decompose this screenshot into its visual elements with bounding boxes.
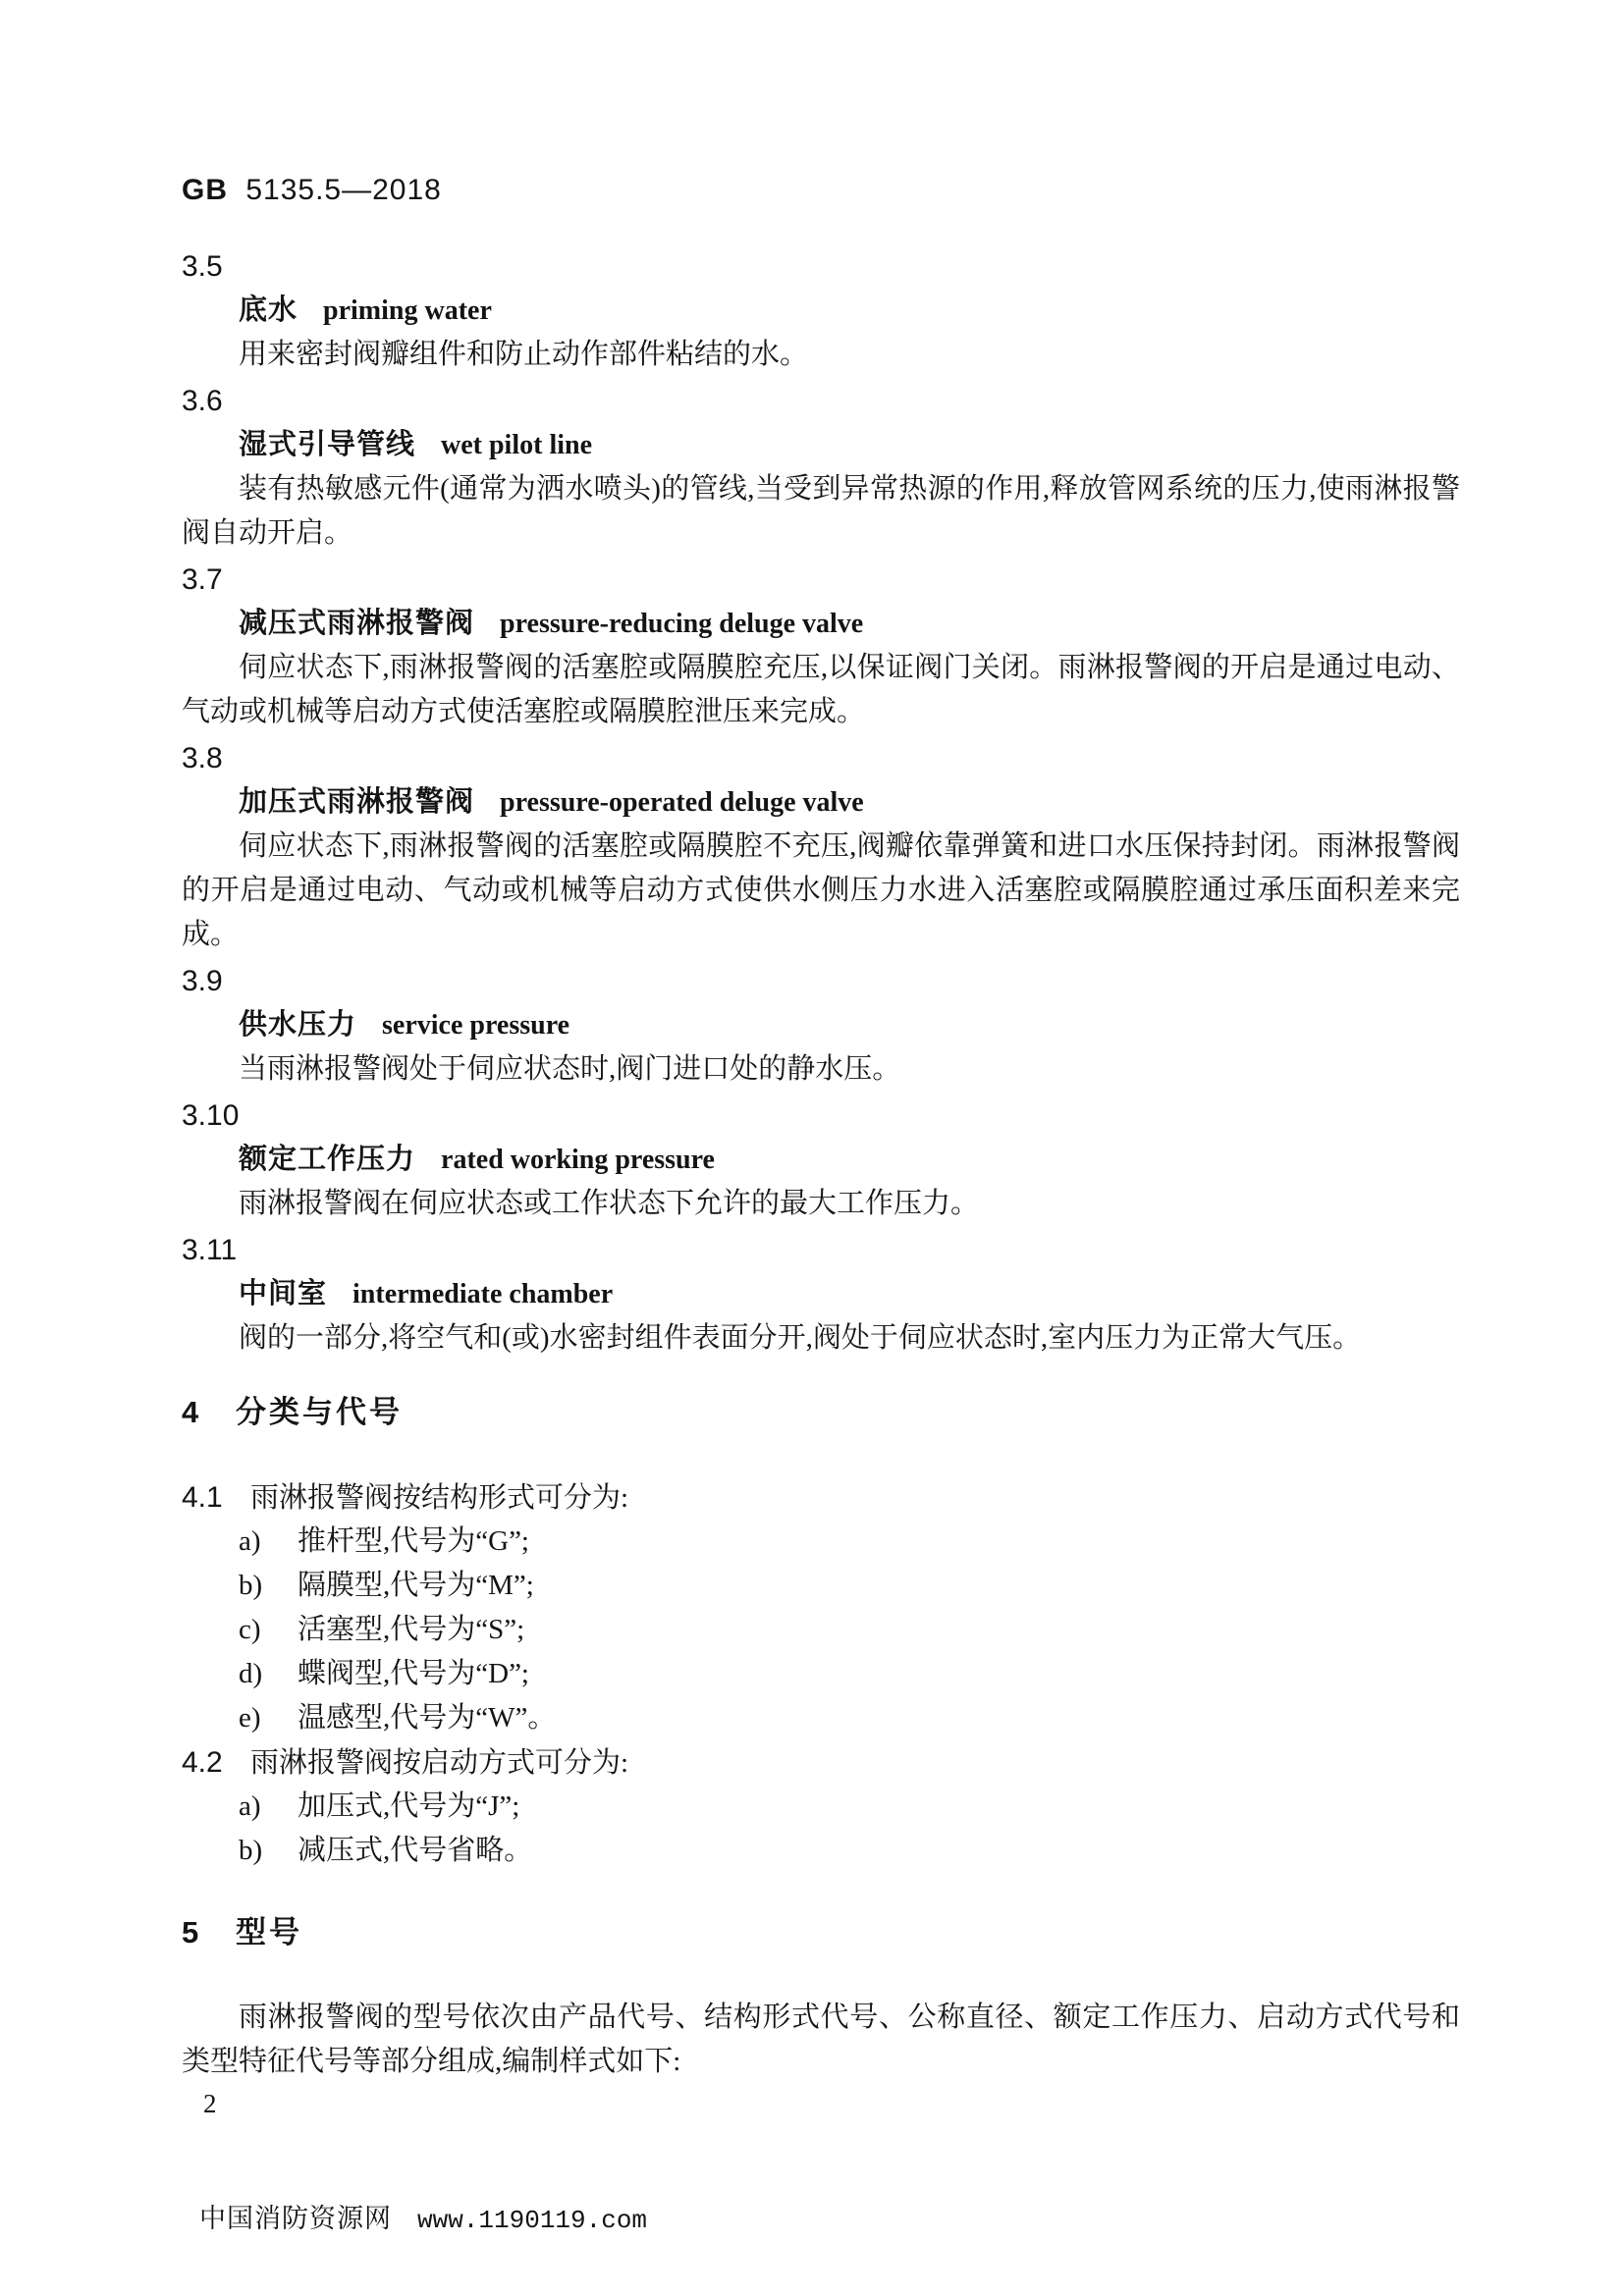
- section-title: 型号: [236, 1915, 302, 1949]
- list-item-text: 蝶阀型,代号为“D”;: [298, 1658, 529, 1689]
- watermark-site-name: 中国消防资源网: [199, 2204, 392, 2233]
- list-item-label: c): [239, 1614, 261, 1645]
- term-title: [182, 1272, 1460, 1316]
- list-item-text: 推杆型,代号为“G”;: [298, 1525, 529, 1557]
- clause-number: 4.1: [182, 1481, 223, 1514]
- term-title-en: priming water: [323, 295, 492, 326]
- term-title-zh: 供水压力: [239, 1009, 357, 1041]
- term-number: 3.8: [182, 742, 223, 774]
- term-title-zh: 底水: [239, 294, 298, 326]
- section-heading-4: [182, 1390, 1460, 1434]
- list-item: [182, 1785, 1460, 1829]
- clause-4-1: [182, 1475, 1460, 1520]
- watermark-site-url: www.1190119.com: [417, 2206, 648, 2235]
- term-title-en: wet pilot line: [441, 430, 593, 460]
- term-title: [182, 780, 1460, 825]
- standard-code-number: 5135.5—2018: [245, 174, 442, 206]
- term-title: [182, 1138, 1460, 1182]
- list-item-text: 隔膜型,代号为“M”;: [298, 1570, 534, 1601]
- list-item-text: 加压式,代号为“J”;: [298, 1790, 520, 1822]
- term-number: 3.6: [182, 385, 223, 417]
- term-definition: 装有热敏感元件(通常为洒水喷头)的管线,当受到异常热源的作用,释放管网系统的压力,使雨淋报警阀自动开启。: [182, 473, 1460, 549]
- section-number: 5: [182, 1915, 199, 1949]
- term-title: [182, 602, 1460, 646]
- term-definition: 当雨淋报警阀处于伺应状态时,阀门进口处的静水压。: [239, 1053, 901, 1085]
- standard-code-prefix: GB: [182, 174, 228, 206]
- term-number: 3.5: [182, 250, 223, 283]
- list-item-label: e): [239, 1702, 261, 1734]
- term-title: [182, 1003, 1460, 1047]
- section-title: 分类与代号: [236, 1395, 403, 1429]
- section-heading-5: [182, 1910, 1460, 1954]
- term-number: 3.7: [182, 563, 223, 596]
- list-item: [182, 1520, 1460, 1564]
- term-title-zh: 加压式雨淋报警阀: [239, 786, 475, 818]
- term-definition: 阀的一部分,将空气和(或)水密封组件表面分开,阀处于伺应状态时,室内压力为正常大气压。: [239, 1322, 1362, 1354]
- section5-paragraph: 雨淋报警阀的型号依次由产品代号、结构形式代号、公称直径、额定工作压力、启动方式代号和类型特征代号等部分组成,编制样式如下:: [182, 2002, 1460, 2077]
- clause-number: 4.2: [182, 1746, 223, 1779]
- term-number: 3.9: [182, 965, 223, 997]
- section-number: 4: [182, 1395, 199, 1429]
- clause-text: 雨淋报警阀按启动方式可分为:: [250, 1747, 629, 1779]
- list-item-text: 减压式,代号省略。: [298, 1835, 533, 1866]
- term-title: [182, 289, 1460, 333]
- list-item-label: a): [239, 1790, 261, 1822]
- list-item-label: b): [239, 1835, 263, 1866]
- term-title: [182, 423, 1460, 467]
- term-definition: 雨淋报警阀在伺应状态或工作状态下允许的最大工作压力。: [239, 1188, 980, 1219]
- standard-number-header: [182, 168, 1460, 212]
- term-title-en: pressure-operated deluge valve: [500, 787, 864, 818]
- list-item-label: b): [239, 1570, 263, 1601]
- term-title-zh: 中间室: [239, 1278, 328, 1309]
- term-title-en: service pressure: [382, 1010, 570, 1041]
- list-item-text: 活塞型,代号为“S”;: [298, 1614, 525, 1645]
- list-item: [182, 1696, 1460, 1740]
- list-item: [182, 1564, 1460, 1608]
- term-definition: 用来密封阀瓣组件和防止动作部件粘结的水。: [239, 339, 809, 370]
- site-watermark: [199, 2201, 647, 2236]
- term-number: 3.10: [182, 1099, 240, 1132]
- list-item-text: 温感型,代号为“W”。: [298, 1702, 557, 1734]
- list-item: [182, 1608, 1460, 1652]
- term-number: 3.11: [182, 1234, 238, 1266]
- term-title-zh: 减压式雨淋报警阀: [239, 608, 475, 639]
- document-content: [182, 0, 1460, 2123]
- term-definition: 伺应状态下,雨淋报警阀的活塞腔或隔膜腔充压,以保证阀门关闭。雨淋报警阀的开启是通过电动、气动或机械等启动方式使活塞腔或隔膜腔泄压来完成。: [182, 652, 1460, 727]
- term-definition: 伺应状态下,雨淋报警阀的活塞腔或隔膜腔不充压,阀瓣依靠弹簧和进口水压保持封闭。雨淋报警阀的开启是通过电动、气动或机械等启动方式使供水侧压力水进入活塞腔或隔膜腔通过承压面积差来完成。: [182, 830, 1460, 950]
- term-title-en: rated working pressure: [441, 1145, 715, 1175]
- list-item: [182, 1652, 1460, 1696]
- list-item-label: a): [239, 1525, 261, 1557]
- clause-4-2: [182, 1740, 1460, 1785]
- list-item-label: d): [239, 1658, 263, 1689]
- term-title-en: pressure-reducing deluge valve: [500, 609, 864, 639]
- list-item: [182, 1829, 1460, 1873]
- term-title-zh: 额定工作压力: [239, 1144, 416, 1175]
- page-number: 2: [203, 2089, 217, 2118]
- term-title-en: intermediate chamber: [352, 1279, 614, 1309]
- clause-text: 雨淋报警阀按结构形式可分为:: [250, 1482, 629, 1514]
- term-title-zh: 湿式引导管线: [239, 429, 416, 460]
